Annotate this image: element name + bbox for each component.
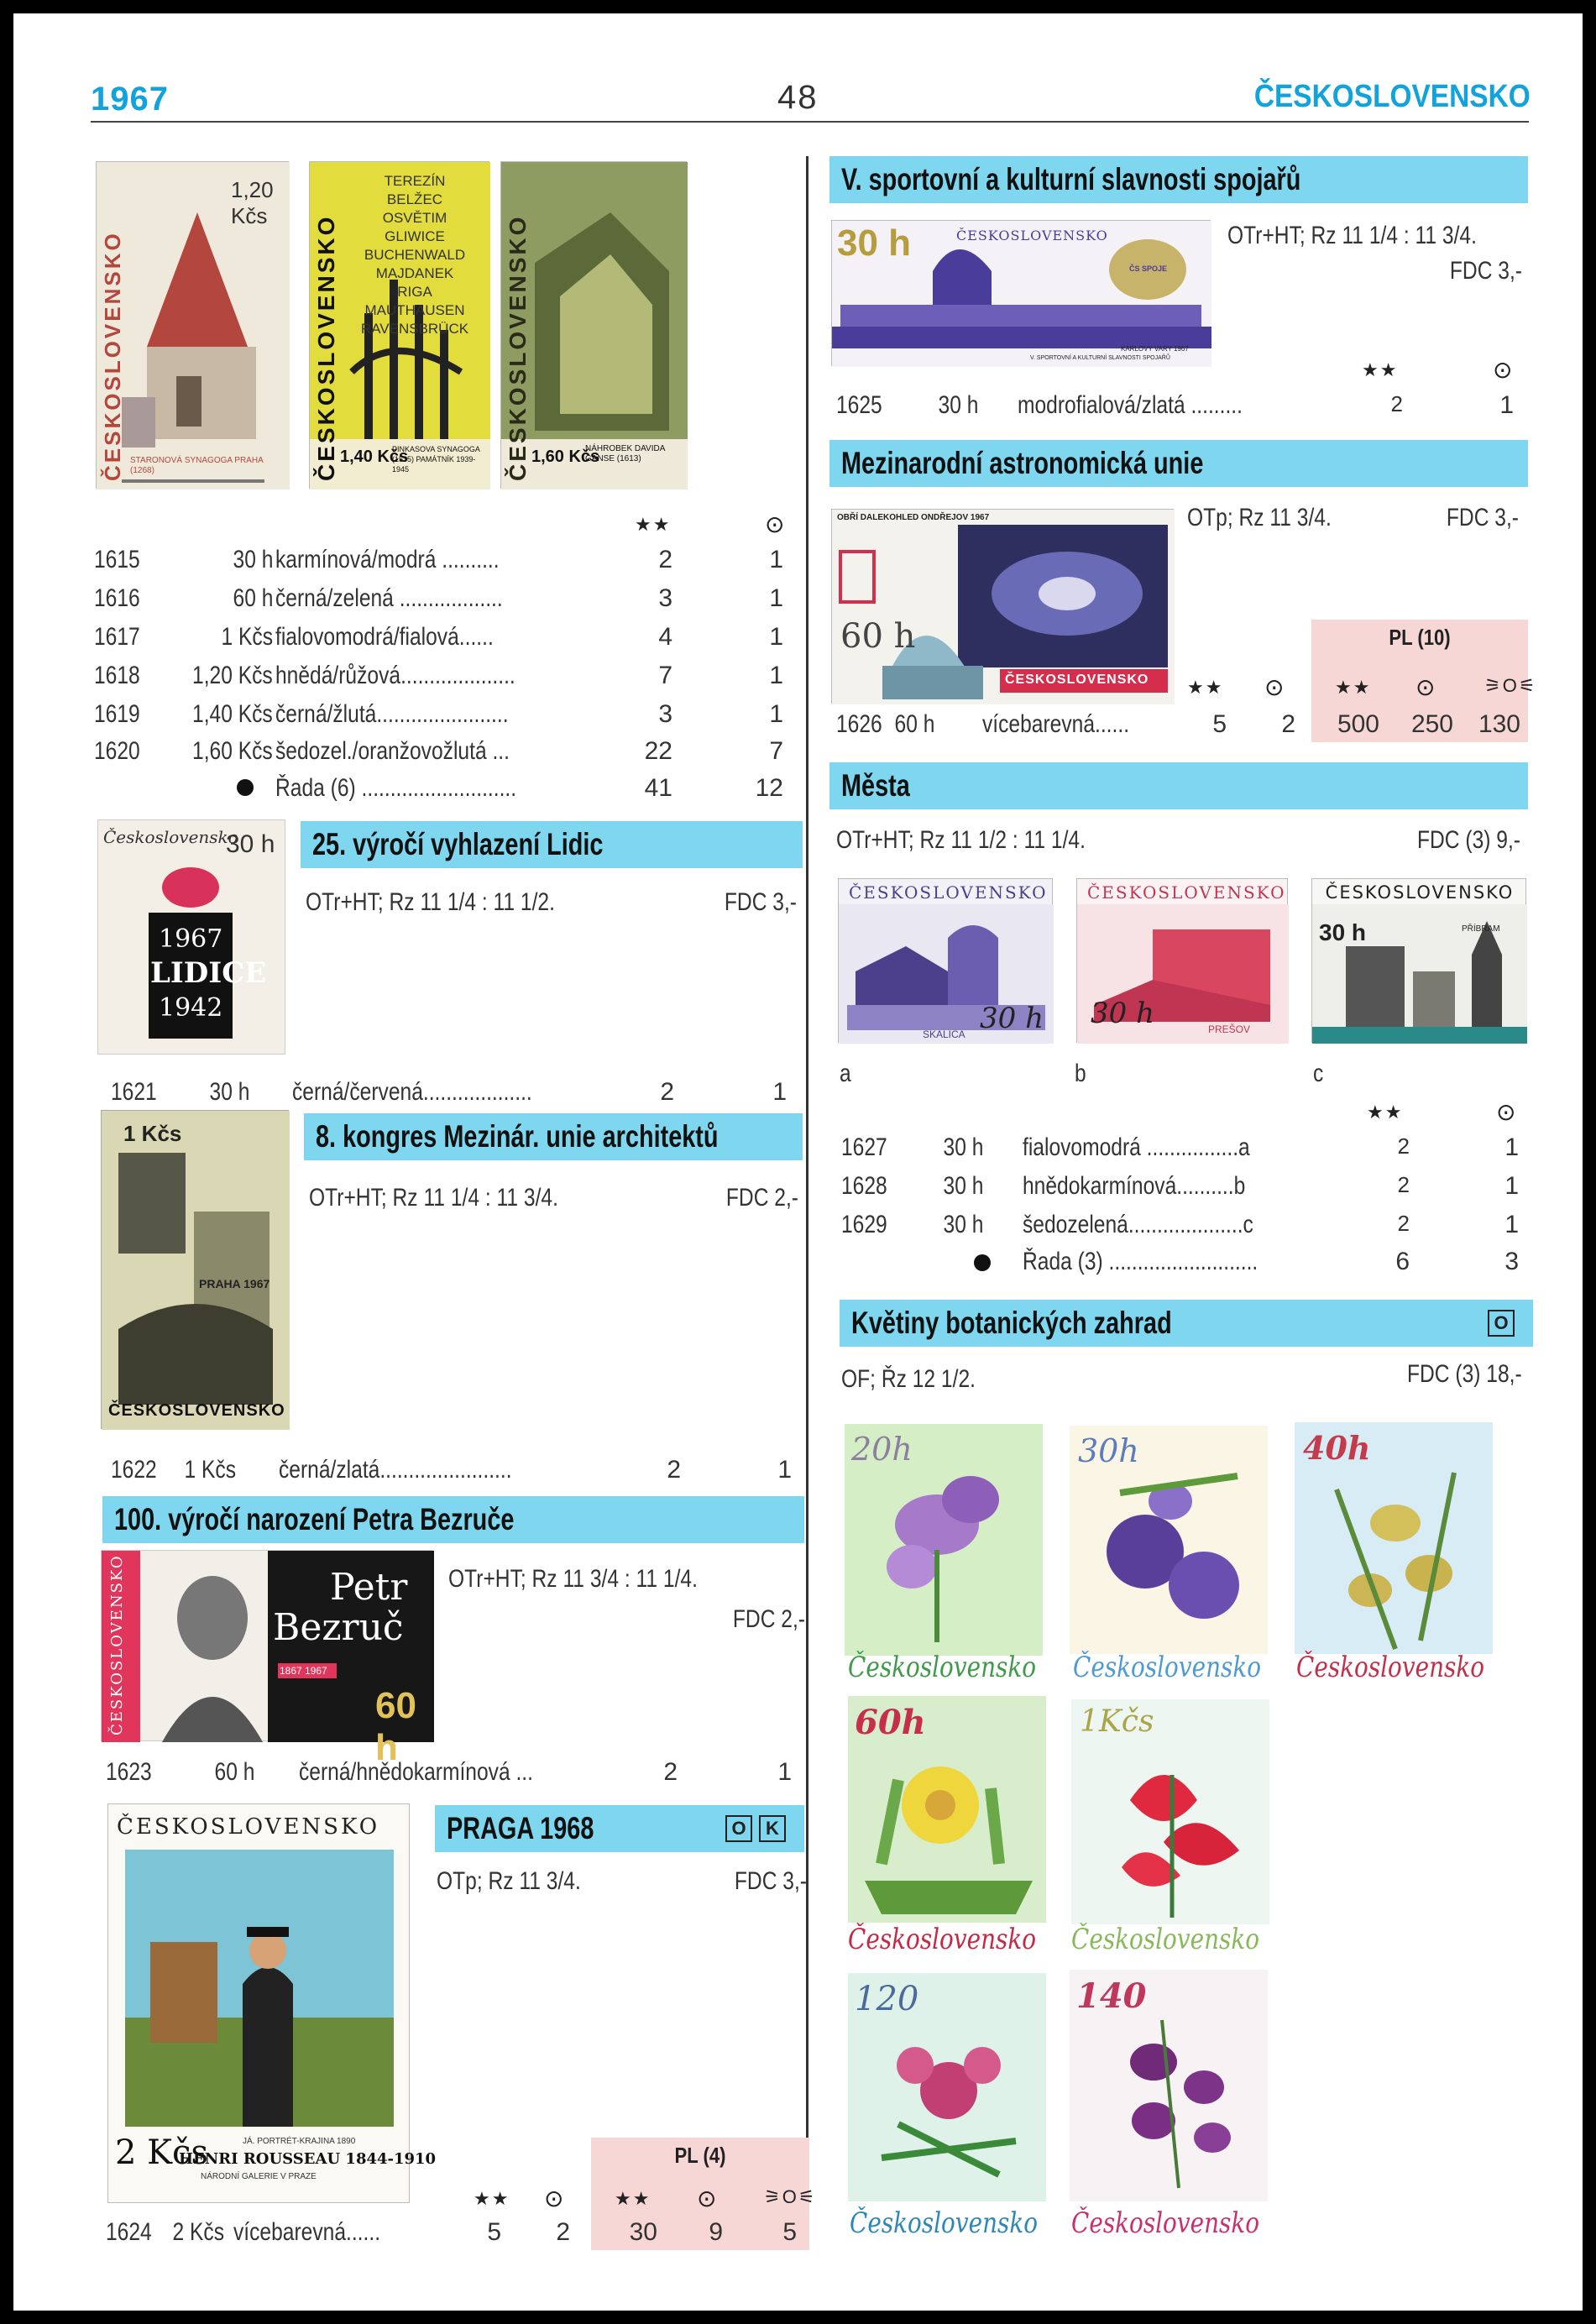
used-price: 1 [772, 1078, 787, 1106]
color-desc: hnědá/růžová.................... [275, 662, 515, 689]
fdc-price: FDC 2,- [732, 1605, 805, 1633]
stamp-names: TEREZÍN BELŽEC OSVĚTIM GLIWICE BUCHENWALD MAJDANEK RIGA MAUTHAUSEN RAVENSBRÜCK [360, 173, 469, 337]
stamp-flower-20h [845, 1424, 1043, 1656]
stamp-flower-60h [848, 1696, 1046, 1923]
stamp-sport [831, 220, 1211, 366]
stamp-letter: b [1075, 1060, 1086, 1087]
used-price: 12 [755, 774, 783, 802]
used-header: ⊙ [765, 511, 787, 537]
page-number: 48 [777, 79, 819, 116]
stamp-synagogue-140 [309, 161, 489, 489]
stamp-value: 30 h [1319, 919, 1367, 945]
section-title-mesta [829, 762, 1528, 809]
cat-number: 1627 [841, 1133, 887, 1161]
set-desc: Řada (3) .......................... [1023, 1248, 1258, 1275]
stamp-name: Bezruč [273, 1606, 404, 1649]
fdc-price: FDC (3) 9,- [1417, 826, 1520, 854]
cat-number: 1617 [94, 623, 140, 651]
stamp-caption: V. SPORTOVNÍ A KULTURNÍ SLAVNOSTI SPOJAŘŮ [1030, 355, 1170, 361]
mint-price: 3 [658, 584, 672, 612]
stamp-flower-1kcs [1071, 1699, 1269, 1924]
color-desc: vícebarevná...... [982, 710, 1130, 738]
section-title-text: 8. kongres Mezinár. unie architektů [316, 1119, 719, 1154]
stamp-value: 60 h [840, 617, 916, 656]
stamp-value: 2 Kčs [115, 2133, 208, 2172]
color-desc: černá/zelená .................. [275, 584, 503, 612]
face-value: 30 h [943, 1133, 983, 1161]
color-desc: černá/hnědokarmínová ... [299, 1758, 533, 1786]
stamp-pribram [1311, 878, 1526, 1043]
used-price: 1 [777, 1456, 792, 1484]
pl-mint-price: 500 [1337, 710, 1379, 738]
used-price: 1 [777, 1758, 792, 1786]
pl-fdc-header: ⚞O⚟ [1484, 675, 1537, 696]
used-price: 3 [1504, 1248, 1519, 1275]
stamp-architects [101, 1110, 289, 1429]
print-info: OTr+HT; Rz 11 1/4 : 11 3/4. [1227, 222, 1477, 249]
mint-header: ★★ [635, 514, 672, 535]
stamp-flower-label: Československo [848, 1923, 1037, 1956]
stamp-country: ČESKOSLOVENSKO [313, 214, 339, 481]
mint-header: ★★ [474, 2188, 510, 2209]
set-bullet [974, 1254, 991, 1271]
used-price: 1 [1504, 1211, 1519, 1238]
face-value: 60 h [894, 710, 934, 738]
stamp-lidice-text: LIDICE [150, 956, 267, 990]
mint-price: 4 [658, 623, 672, 651]
section-title-kvetiny [840, 1300, 1533, 1347]
stamp-value: 60 h [375, 1685, 416, 1768]
mint-header: ★★ [1362, 359, 1399, 380]
cat-number: 1620 [94, 737, 140, 765]
stamp-flower-label: Československo [1071, 1923, 1260, 1956]
cat-number: 1624 [106, 2218, 152, 2246]
stamp-country: Československo [103, 827, 238, 847]
set-desc: Řada (6) ........................... [275, 774, 517, 802]
color-desc: šedozelená....................c [1023, 1211, 1253, 1238]
used-header: ⊙ [1493, 357, 1515, 383]
section-title-text: 25. výročí vyhlazení Lidic [312, 827, 604, 861]
section-title-astro [829, 440, 1528, 487]
fdc-price: FDC 3,- [1446, 504, 1519, 531]
stamp-badge: ČS SPOJE [1129, 264, 1168, 273]
stamp-letter: a [840, 1060, 851, 1087]
pl-title: PL (4) [674, 2143, 726, 2168]
face-value: 30 h [938, 391, 978, 419]
mint-price: 2 [667, 1456, 681, 1484]
mint-price: 22 [644, 737, 672, 765]
pl-fdc-price: 5 [782, 2218, 797, 2246]
color-desc: černá/červená................... [292, 1078, 532, 1106]
used-price: 1 [1504, 1172, 1519, 1200]
print-info: OTr+HT; Rz 11 1/4 : 11 1/2. [306, 888, 555, 916]
stamp-flower-label: Československo [848, 1651, 1037, 1684]
mint-price: 2 [1397, 1133, 1410, 1159]
section-title-text: PRAGA 1968 [447, 1811, 594, 1845]
section-title-sport [829, 156, 1528, 203]
stamp-value: 30 h [226, 830, 275, 858]
stamp-value: 30 h [837, 222, 912, 264]
fdc-price: FDC (3) 18,- [1407, 1360, 1522, 1388]
stamp-flower-140 [1070, 1970, 1268, 2201]
stamp-value: 20h [851, 1431, 913, 1468]
stamp-subcaption: JÁ. PORTRÉT-KRAJINA 1890 [243, 2137, 356, 2146]
face-value: 1,20 Kčs [192, 662, 273, 689]
stamp-value: 1,60 Kčs [531, 448, 600, 466]
stamp-caption: PINKASOVA SYNAGOGA (1535) PAMÁTNÍK 1939-1945 [392, 445, 480, 474]
stamp-country: ČESKOSLOVENSKO [956, 228, 1108, 243]
used-header: ⊙ [1264, 674, 1286, 700]
color-desc: černá/zlatá....................... [279, 1456, 512, 1484]
stamp-value: 60h [855, 1703, 926, 1742]
stamp-skalica [838, 878, 1053, 1043]
mint-price: 5 [487, 2218, 501, 2246]
stamp-country: ČESKOSLOVENSKO [1087, 882, 1286, 903]
cat-number: 1619 [94, 700, 140, 728]
section-title-architects [304, 1113, 803, 1160]
stamp-value: 30 h [1091, 997, 1154, 1030]
cat-number: 1625 [836, 391, 882, 419]
stamp-country: ČESKOSLOVENSKO [117, 1814, 380, 1840]
cat-number: 1622 [111, 1456, 157, 1484]
stamp-synagogue-120 [96, 161, 289, 489]
stamp-value: 1 Kčs [123, 1121, 182, 1146]
stamp-gallery: NÁRODNÍ GALERIE V PRAZE [201, 2172, 317, 2181]
cat-number: 1626 [836, 710, 882, 738]
mint-price: 2 [1397, 1211, 1410, 1236]
mint-price: 2 [660, 1078, 674, 1106]
stamp-country: ČESKOSLOVENSKO [1005, 673, 1149, 687]
pl-used-header: ⊙ [1415, 674, 1437, 700]
color-desc: fialovomodrá/fialová...... [275, 623, 494, 651]
header-year: 1967 [91, 81, 169, 118]
stamp-country: ČESKOSLOVENSKO [1325, 882, 1515, 903]
stamp-country: ČESKOSLOVENSKO [505, 214, 531, 481]
mint-price: 2 [1397, 1172, 1410, 1197]
face-value: 2 Kčs [172, 2218, 224, 2246]
stamp-value: 30 h [980, 1002, 1044, 1035]
stamp-flower-40h [1295, 1422, 1493, 1654]
mint-price: 2 [663, 1758, 678, 1786]
pl-mint-header: ★★ [1335, 677, 1372, 698]
stamp-city: SKALICA [923, 1029, 965, 1040]
used-price: 1 [769, 584, 783, 612]
cat-number: 1618 [94, 662, 140, 689]
stamp-country: ČESKOSLOVENSKO [100, 231, 125, 481]
print-info: OTp; Rz 11 3/4. [1187, 504, 1332, 531]
stamp-flower-label: Československo [1071, 2206, 1260, 2240]
print-info: OTr+HT; Rz 11 1/2 : 11 1/4. [836, 826, 1086, 854]
header-country: ČESKOSLOVENSKO [1254, 79, 1531, 114]
stamp-bezruc [101, 1550, 433, 1768]
mint-header: ★★ [1187, 677, 1224, 698]
face-value: 30 h [943, 1211, 983, 1238]
section-title-lidice [301, 821, 803, 868]
stamp-value: 1Kčs [1080, 1704, 1154, 1739]
fdc-price: FDC 3,- [724, 888, 797, 916]
stamp-country: ČESKOSLOVENSKO [849, 882, 1048, 903]
pl-title: PL (10) [1389, 625, 1451, 650]
used-price: 2 [1281, 710, 1295, 738]
used-header: ⊙ [1496, 1099, 1518, 1125]
stamp-astro [831, 509, 1174, 704]
stamp-flower-label: Československo [850, 2206, 1039, 2240]
stamp-years: 1867 1967 [278, 1663, 337, 1678]
stamp-caption: OBŘÍ DALEKOHLED ONDŘEJOV 1967 [837, 513, 990, 522]
section-title-text: Města [841, 768, 910, 803]
mint-header: ★★ [1367, 1102, 1404, 1123]
pl-fdc-header: ⚞O⚟ [764, 2186, 817, 2207]
stamp-value: 140 [1076, 1976, 1147, 2016]
set-bullet [237, 779, 254, 796]
badge-k: K [759, 1815, 786, 1842]
pl-used-price: 250 [1410, 710, 1453, 738]
used-price: 1 [769, 546, 783, 573]
face-value: 1,40 Kčs [192, 700, 273, 728]
fdc-price: FDC 3,- [1449, 257, 1522, 285]
pl-used-header: ⊙ [697, 2185, 719, 2211]
stamp-value: 30h [1078, 1432, 1139, 1469]
color-desc: karmínová/modrá .......... [275, 546, 500, 573]
pl-mint-header: ★★ [615, 2188, 651, 2209]
color-desc: černá/žlutá....................... [275, 700, 509, 728]
used-price: 1 [1499, 391, 1514, 419]
face-value: 60 h [214, 1758, 254, 1786]
catalog-page [13, 13, 1583, 2311]
section-title-text: Mezinarodní astronomická unie [841, 446, 1204, 480]
stamp-value: 1,40 Kčs [340, 448, 409, 466]
pl-mint-price: 30 [629, 2218, 657, 2246]
used-price: 1 [1504, 1133, 1519, 1161]
section-title-bezruc [102, 1496, 804, 1543]
color-desc: vícebarevná...... [233, 2218, 381, 2246]
header-rule [91, 121, 1529, 123]
pl-used-price: 9 [709, 2218, 723, 2246]
badge-o: O [1488, 1310, 1515, 1337]
mint-price: 5 [1212, 710, 1227, 738]
mint-price: 41 [644, 774, 672, 802]
stamp-presov [1076, 878, 1288, 1043]
used-price: 1 [769, 623, 783, 651]
used-price: 7 [769, 737, 783, 765]
used-header: ⊙ [544, 2185, 566, 2211]
stamp-flower-label: Československo [1073, 1651, 1262, 1684]
stamp-caption: KARLOVY VARY 1967 [1121, 345, 1189, 353]
pl-fdc-price: 130 [1478, 710, 1520, 738]
stamp-flower-30h [1070, 1426, 1268, 1654]
stamp-caption: HENRI ROUSSEAU 1844-1910 [179, 2150, 437, 2168]
face-value: 30 h [233, 546, 273, 573]
column-divider [806, 156, 808, 2238]
cat-number: 1621 [111, 1078, 157, 1106]
color-desc: hnědokarmínová..........b [1023, 1172, 1246, 1200]
stamp-country: ČESKOSLOVENSKO [108, 1554, 126, 1735]
color-desc: fialovomodrá ................a [1023, 1133, 1250, 1161]
print-info: OTr+HT; Rz 11 3/4 : 11 1/4. [448, 1565, 698, 1593]
stamp-city: PREŠOV [1208, 1023, 1251, 1035]
fdc-price: FDC 2,- [725, 1184, 798, 1212]
stamp-city: PRAHA 1967 [199, 1277, 270, 1290]
badge-o: O [725, 1815, 752, 1842]
stamp-caption: STARONOVÁ SYNAGOGA PRAHA (1268) [130, 456, 264, 475]
mint-price: 2 [1390, 391, 1403, 416]
print-info: OTr+HT; Rz 11 1/4 : 11 3/4. [309, 1184, 558, 1212]
used-price: 2 [556, 2218, 570, 2246]
cat-number: 1615 [94, 546, 140, 573]
mint-price: 6 [1395, 1248, 1410, 1275]
mint-price: 7 [658, 662, 672, 689]
used-price: 1 [769, 700, 783, 728]
section-title-text: Květiny botanických zahrad [851, 1306, 1172, 1340]
fdc-price: FDC 3,- [734, 1867, 807, 1895]
stamp-value: 120 [855, 1980, 919, 2018]
stamp-praga-rousseau [107, 1803, 437, 2203]
face-value: 1 Kčs [221, 623, 273, 651]
stamp-lidice [97, 819, 285, 1055]
stamp-name: Petr [330, 1566, 408, 1609]
stamp-caption: NÁHROBEK DAVIDA GANSE (1613) [585, 444, 665, 463]
cat-number: 1623 [106, 1758, 152, 1786]
color-desc: šedozel./oranžovožlutá ... [275, 737, 510, 765]
cat-number: 1629 [841, 1211, 887, 1238]
stamp-flower-label: Československo [1296, 1651, 1485, 1684]
stamp-synagogue-160 [500, 161, 687, 489]
section-title-text: 100. výročí narození Petra Bezruče [114, 1502, 515, 1536]
print-info: OTp; Rz 11 3/4. [437, 1867, 581, 1895]
stamp-letter: c [1313, 1060, 1324, 1087]
stamp-value: 1,20 Kčs [231, 177, 274, 228]
mint-price: 2 [658, 546, 672, 573]
stamp-year: 1942 [159, 993, 223, 1023]
stamp-country: ČESKOSLOVENSKO [108, 1401, 285, 1420]
cat-number: 1616 [94, 584, 140, 612]
face-value: 1 Kčs [184, 1456, 236, 1484]
print-info: OF; Řz 12 1/2. [841, 1365, 976, 1393]
color-desc: modrofialová/zlatá ......... [1018, 391, 1243, 419]
face-value: 1,60 Kčs [192, 737, 273, 765]
stamp-year: 1967 [159, 924, 223, 954]
section-title-text: V. sportovní a kulturní slavnosti spojařů [841, 162, 1301, 196]
mint-price: 3 [658, 700, 672, 728]
face-value: 30 h [943, 1172, 983, 1200]
stamp-value: 40h [1303, 1429, 1371, 1467]
face-value: 60 h [233, 584, 273, 612]
used-price: 1 [769, 662, 783, 689]
cat-number: 1628 [841, 1172, 887, 1200]
stamp-flower-120 [848, 1973, 1046, 2201]
stamp-city: PŘÍBRAM [1462, 924, 1500, 934]
face-value: 30 h [209, 1078, 249, 1106]
